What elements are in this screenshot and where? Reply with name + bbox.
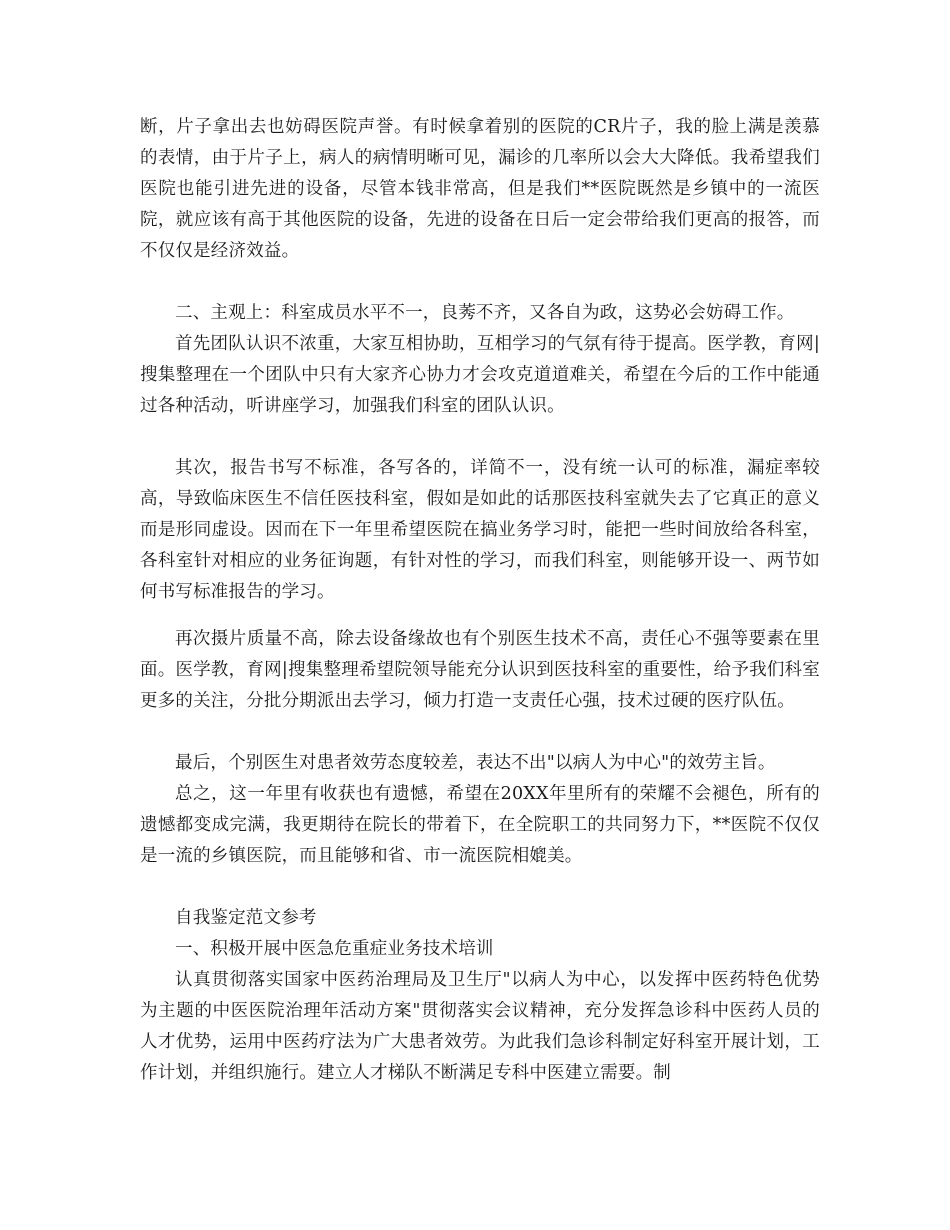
paragraph-subjective-heading: 二、主观上：科室成员水平不一，良莠不齐，又各自为政，这势必会妨碍工作。 [175, 303, 795, 323]
paragraph-continued: 断，片子拿出去也妨碍医院声誉。有时候拿着别的医院的CR片子，我的脸上满是羡慕的表情，由于片子上，病人的病情明晰可见，漏诊的几率所以会大大降低。我希望我们医院也能引进先进的设备，尽管本钱非常高，但是我们**医院既然是乡镇中的一流医院，就应该有高于其他医院的设备，先进的设备在日后一定会带给我们更高的报答，而不仅仅是经济效益。 [140, 117, 820, 261]
paragraph-service-attitude: 最后，个别医生对患者效劳态度较差，表达不出"以病人为中心"的效劳主旨。 [175, 753, 776, 773]
section-title: 自我鉴定范文参考 [175, 908, 317, 928]
paragraph-report-writing: 其次，报告书写不标准，各写各的，详简不一，没有统一认可的标准，漏症率较高，导致临床医生不信任医技科室，假如是如此的话那医技科室就失去了它真正的意义而是形同虚设。因而在下一年里希望医院在搞业务学习时，能把一些时间放给各科室，各科室针对相应的业务征询题，有针对性的学习，而我们科室，则能够开设一、两节如何书写标准报告的学习。 [140, 458, 820, 602]
paragraph-summary: 总之，这一年里有收获也有遗憾，希望在20XX年里所有的荣耀不会褪色，所有的遗憾都变成完满，我更期待在院长的带着下，在全院职工的共同努力下，**医院不仅仅是一流的乡镇医院，而且能够和省、市一流医院相媲美。 [140, 784, 820, 866]
paragraph-film-quality: 再次摄片质量不高，除去设备缘故也有个别医生技术不高，责任心不强等要素在里面。医学教，育网|搜集整理希望院领导能充分认识到医技科室的重要性，给予我们科室更多的关注，分批分期派出去学习，倾力打造一支责任心强，技术过硬的医疗队伍。 [140, 629, 820, 711]
section-heading-training: 一、积极开展中医急危重症业务技术培训 [175, 939, 494, 959]
paragraph-team-awareness: 首先团队认识不浓重，大家互相协助，互相学习的气氛有待于提高。医学教，育网|搜集整理在一个团队中只有大家齐心协力才会攻克道道难关，希望在今后的工作中能通过各种活动，听讲座学习，加强我们科室的团队认识。 [140, 334, 820, 416]
paragraph-implementation: 认真贯彻落实国家中医药治理局及卫生厅"以病人为中心，以发挥中医药特色优势为主题的中医医院治理年活动方案"贯彻落实会议精神，充分发挥急诊科中医药人员的人才优势，运用中医药疗法为广大患者效劳。为此我们急诊科制定好科室开展计划，工作计划，并组织施行。建立人才梯队不断满足专科中医建立需要。制 [140, 970, 820, 1083]
